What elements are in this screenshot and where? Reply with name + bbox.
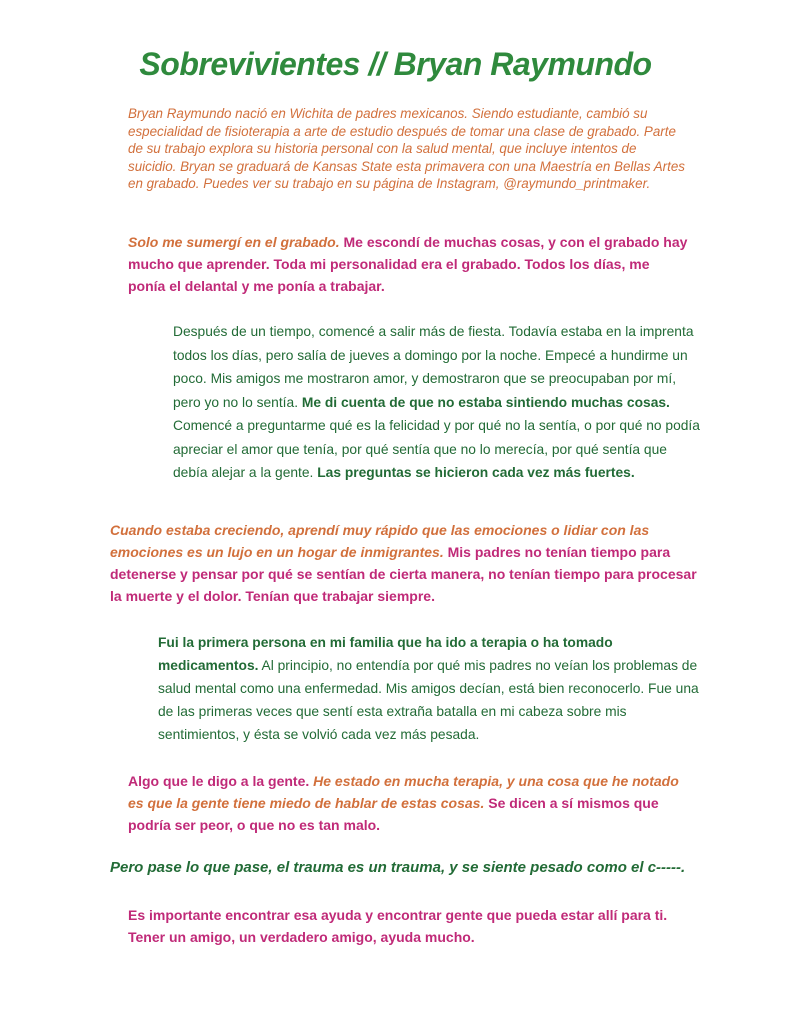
body-paragraph-2	[158, 631, 703, 746]
body-bold-text: Me di cuenta de que no estaba sintiendo muchas cosas.	[301, 394, 670, 410]
quote-highlight: He estado en mucha terapia, y una cosa que he notado es que la gente tiene miedo de hablar de estas cosas.	[128, 773, 679, 811]
body-text: Al principio, no entendía por qué mis padres no veían los problemas de salud mental como una enfermedad. Mis amigos decían, está bien reconocerlo. Fue una de las primeras veces que sentí esta extraña batalla en mi cabeza sobre mis sentimientos, y ésta se volvió cada vez más pesada.	[158, 658, 699, 742]
body-text: Comencé a preguntarme qué es la felicidad y por qué no la sentía, o por qué no podía apreciar el amor que tenía, por qué sentía que no lo merecía, por qué sentía que debía alejar a la gente.	[173, 418, 700, 480]
quote-text: Se dicen a sí mismos que podría ser peor, o que no es tan malo.	[128, 795, 659, 833]
quote-text: Me escondí de muchas cosas, y con el grabado hay mucho que aprender. Toda mi personalidad era el grabado. Todos los días, me ponía el delantal y me ponía a trabajar.	[128, 234, 688, 294]
intro-paragraph: Bryan Raymundo nació en Wichita de padres mexicanos. Siendo estudiante, cambió su especialidad de fisioterapia a arte de estudio después de tomar una clase de grabado. Parte de su trabajo explora su historia personal con la salud mental, que incluye intentos de suicidio. Bryan se graduará de Kansas State esta primavera con una Maestría en Bellas Artes en grabado. Puedes ver su trabajo en su página de Instagram, @raymundo_printmaker.	[128, 106, 685, 191]
page-title: Sobrevivientes // Bryan Raymundo	[139, 46, 652, 82]
pull-quote-4: Pero pase lo que pase, el trauma es un trauma, y se siente pesado como el c-----.	[110, 859, 686, 876]
pull-quote-2	[110, 519, 700, 607]
quote-highlight: Cuando estaba creciendo, aprendí muy rápido que las emociones o lidiar con las emociones es un lujo en un hogar de inmigrantes.	[110, 522, 650, 560]
body-bold-text: Fui la primera persona en mi familia que ha ido a terapia o ha tomado medicamentos.	[158, 635, 613, 673]
body-text: Después de un tiempo, comencé a salir más de fiesta. Todavía estaba en la imprenta todos los días, pero salía de jueves a domingo por la noche. Empecé a hundirme un poco. Mis amigos me mostraron amor, y demostraron que se preocupaban por mí, pero yo no lo sentía.	[173, 324, 694, 410]
quote-highlight: Solo me sumergí en el grabado.	[128, 234, 340, 250]
pull-quote-3	[128, 770, 688, 836]
quote-text: Algo que le digo a la gente.	[128, 773, 314, 789]
body-bold-text: Las preguntas se hicieron cada vez más fuertes.	[317, 465, 635, 480]
quote-text: Mis padres no tenían tiempo para detenerse y pensar por qué se sentían de cierta manera, no tenían tiempo para procesar la muerte y el dolor. Tenían que trabajar siempre.	[110, 544, 697, 604]
body-paragraph-1	[173, 320, 703, 485]
pull-quote-1	[128, 231, 688, 297]
pull-quote-5: Es importante encontrar esa ayuda y encontrar gente que pueda estar allí para ti. Tener un amigo, un verdadero amigo, ayuda mucho.	[128, 907, 668, 945]
